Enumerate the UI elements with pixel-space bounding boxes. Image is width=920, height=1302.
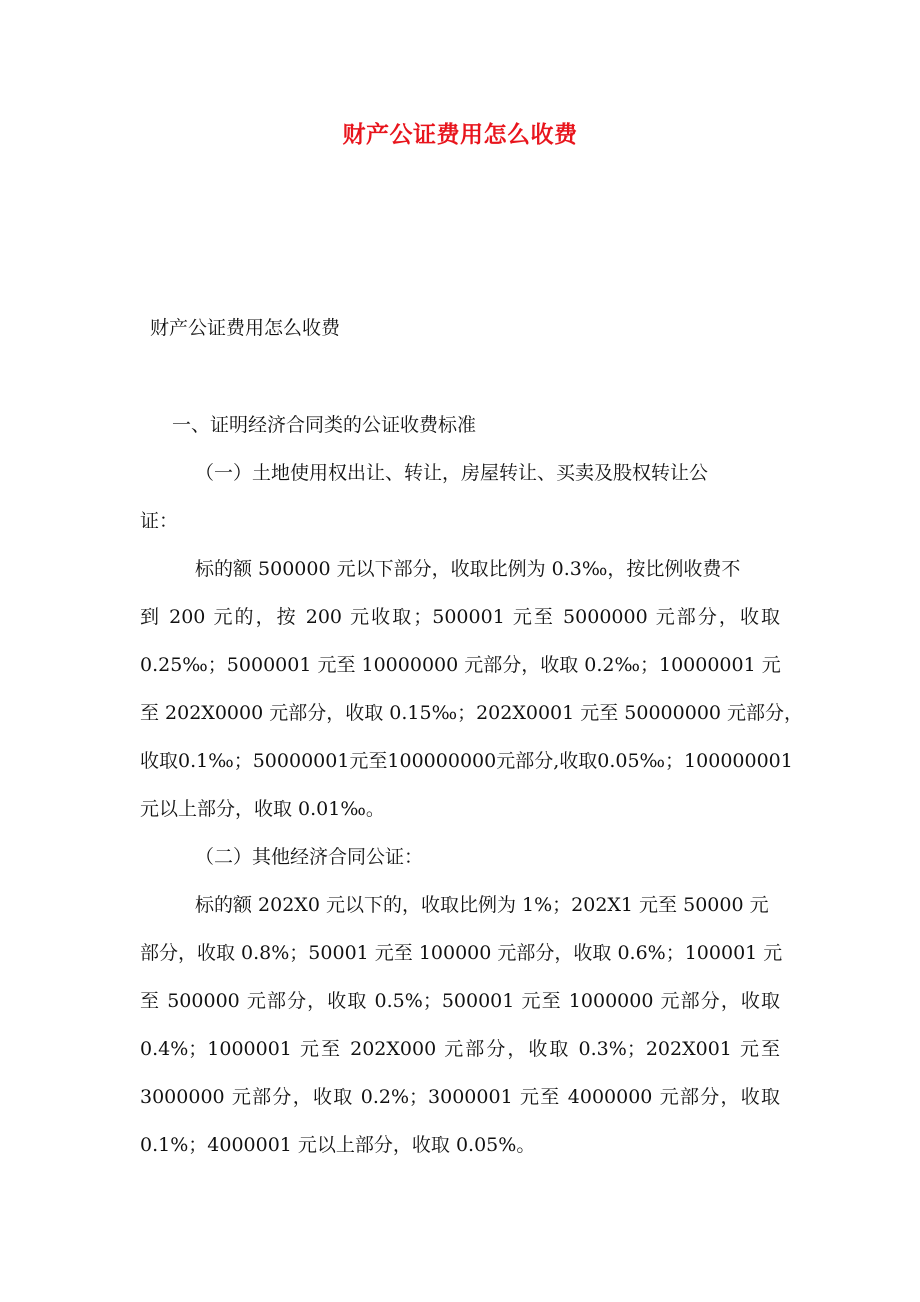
paragraph-line: 0.25‰；5000001 元至 10000000 元部分，收取 0.2‰；10000001 元 [140, 654, 781, 676]
paragraph-line: 部分，收取 0.8%；50001 元至 100000 元部分，收取 0.6%；100001 元 [140, 942, 783, 964]
paragraph-line: 0.1%；4000001 元以上部分，收取 0.05%。 [140, 1134, 536, 1156]
document-title: 财产公证费用怎么收费 [342, 121, 578, 148]
paragraph-line: 元以上部分，收取 0.01‰。 [140, 798, 385, 820]
paragraph-line: 至 202X0000 元部分，收取 0.15‰；202X0001 元至 50000000 元部分， [140, 702, 804, 724]
section-heading: 一、证明经济合同类的公证收费标准 [172, 414, 477, 436]
item-heading-line: （一）土地使用权出让、转让，房屋转让、买卖及股权转让公 [195, 462, 709, 484]
item-heading-line: （二）其他经济合同公证： [195, 846, 424, 868]
paragraph-line: 标的额 500000 元以下部分，收取比例为 0.3‰，按比例收费不 [195, 558, 741, 580]
paragraph-line: 至 500000 元部分，收取 0.5%；500001 元至 1000000 元部分，收取 [140, 990, 780, 1012]
paragraph-line: 3000000 元部分，收取 0.2%；3000001 元至 4000000 元部分，收取 [140, 1086, 780, 1108]
paragraph-line: 标的额 202X0 元以下的，收取比例为 1%；202X1 元至 50000 元 [195, 894, 769, 916]
paragraph-line: 收取0.1‰；50000001元至100000000元部分,收取0.05‰；100000001 [140, 750, 793, 772]
paragraph-line: 到 200 元的，按 200 元收取；500001 元至 5000000 元部分，收取 [140, 606, 780, 628]
item-heading-line: 证： [140, 510, 179, 532]
paragraph-line: 0.4%；1000001 元至 202X000 元部分，收取 0.3%；202X001 元至 [140, 1038, 780, 1060]
document-subtitle: 财产公证费用怎么收费 [150, 317, 341, 339]
